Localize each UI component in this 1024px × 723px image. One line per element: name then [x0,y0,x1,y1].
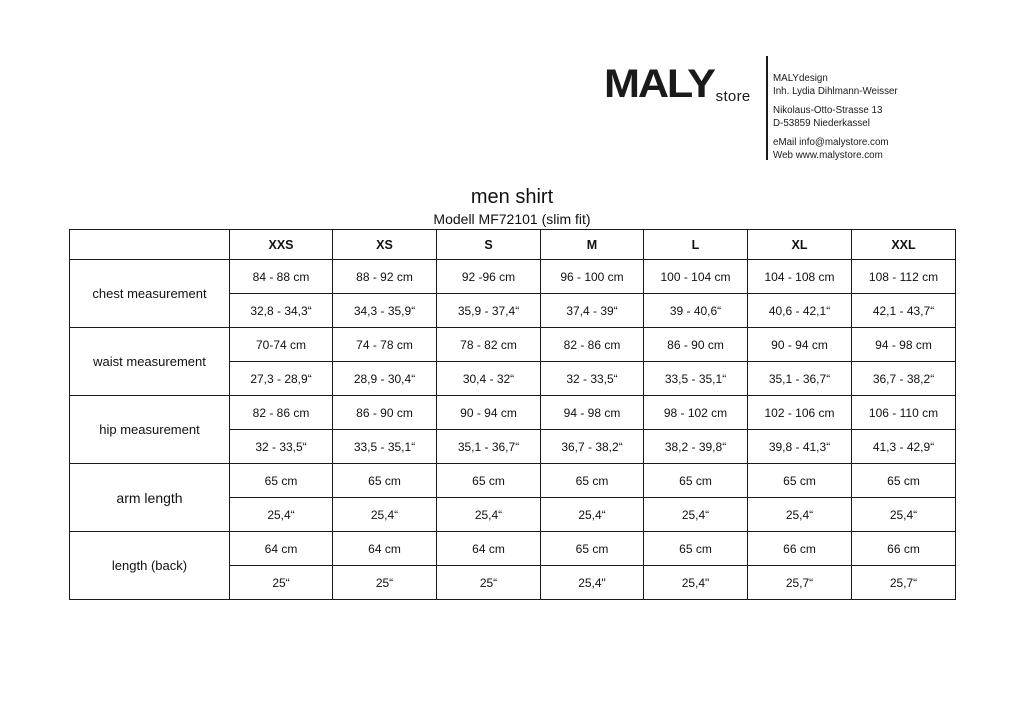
inch-cell: 25,4“ [644,498,748,532]
table-row [70,396,956,430]
malystore-logo [604,62,751,106]
cm-cell: 102 - 106 cm [748,396,852,430]
cm-cell: 65 cm [230,464,333,498]
inch-cell: 25“ [230,566,333,600]
inch-cell: 37,4 - 39“ [541,294,644,328]
cm-cell: 90 - 94 cm [437,396,541,430]
inch-cell: 41,3 - 42,9“ [852,430,956,464]
table-row [70,260,956,294]
cm-cell: 64 cm [333,532,437,566]
row-label: arm length [70,464,230,532]
logo-suffix-text: store [715,88,751,105]
inch-cell: 25,4“ [333,498,437,532]
company-owner: Inh. Lydia Dihlmann-Weisser [773,86,898,97]
inch-cell: 25,7“ [852,566,956,600]
inch-cell: 35,1 - 36,7“ [748,362,852,396]
inch-cell: 35,9 - 37,4“ [437,294,541,328]
inch-cell: 36,7 - 38,2“ [852,362,956,396]
cm-cell: 64 cm [230,532,333,566]
cm-cell: 84 - 88 cm [230,260,333,294]
inch-cell: 40,6 - 42,1“ [748,294,852,328]
inch-cell: 28,9 - 30,4“ [333,362,437,396]
cm-cell: 86 - 90 cm [644,328,748,362]
header-divider [766,56,768,160]
row-label: length (back) [70,532,230,600]
company-info [773,72,898,162]
cm-cell: 70-74 cm [230,328,333,362]
inch-cell: 32 - 33,5“ [541,362,644,396]
inch-cell: 25,4“ [748,498,852,532]
inch-cell: 25,4“ [541,498,644,532]
size-header: L [644,230,748,260]
cm-cell: 82 - 86 cm [541,328,644,362]
cm-cell: 74 - 78 cm [333,328,437,362]
cm-cell: 65 cm [644,464,748,498]
inch-cell: 33,5 - 35,1“ [333,430,437,464]
cm-cell: 82 - 86 cm [230,396,333,430]
table-row [70,328,956,362]
size-header: S [437,230,541,260]
cm-cell: 65 cm [644,532,748,566]
inch-cell: 25,4" [644,566,748,600]
inch-cell: 32,8 - 34,3“ [230,294,333,328]
row-label: hip measurement [70,396,230,464]
cm-cell: 96 - 100 cm [541,260,644,294]
cm-cell: 88 - 92 cm [333,260,437,294]
inch-cell: 25,4“ [437,498,541,532]
cm-cell: 86 - 90 cm [333,396,437,430]
company-web: Web www.malystore.com [773,150,883,161]
corner-cell [70,230,230,260]
row-label: chest measurement [70,260,230,328]
size-chart-table [69,229,956,600]
inch-cell: 34,3 - 35,9“ [333,294,437,328]
page-subtitle: Modell MF72101 (slim fit) [433,211,591,227]
inch-cell: 25“ [333,566,437,600]
inch-cell: 25,4“ [230,498,333,532]
row-label: waist measurement [70,328,230,396]
inch-cell: 35,1 - 36,7“ [437,430,541,464]
cm-cell: 66 cm [748,532,852,566]
table-row [70,532,956,566]
cm-cell: 65 cm [748,464,852,498]
logo-brand-text: MALY [604,62,714,106]
size-header: XS [333,230,437,260]
page-title: men shirt [470,186,554,208]
inch-cell: 27,3 - 28,9“ [230,362,333,396]
cm-cell: 94 - 98 cm [852,328,956,362]
company-email: eMail info@malystore.com [773,137,889,148]
cm-cell: 104 - 108 cm [748,260,852,294]
inch-cell: 30,4 - 32“ [437,362,541,396]
inch-cell: 38,2 - 39,8“ [644,430,748,464]
cm-cell: 108 - 112 cm [852,260,956,294]
inch-cell: 36,7 - 38,2“ [541,430,644,464]
inch-cell: 33,5 - 35,1“ [644,362,748,396]
cm-cell: 78 - 82 cm [437,328,541,362]
cm-cell: 64 cm [437,532,541,566]
cm-cell: 65 cm [852,464,956,498]
cm-cell: 65 cm [333,464,437,498]
inch-cell: 25,4“ [852,498,956,532]
cm-cell: 92 -96 cm [437,260,541,294]
company-street: Nikolaus-Otto-Strasse 13 [773,105,883,116]
cm-cell: 65 cm [541,532,644,566]
cm-cell: 65 cm [437,464,541,498]
cm-cell: 66 cm [852,532,956,566]
cm-cell: 100 - 104 cm [644,260,748,294]
inch-cell: 25“ [437,566,541,600]
inch-cell: 42,1 - 43,7“ [852,294,956,328]
cm-cell: 106 - 110 cm [852,396,956,430]
inch-cell: 25,4" [541,566,644,600]
cm-cell: 65 cm [541,464,644,498]
size-header: XXL [852,230,956,260]
size-header: XXS [230,230,333,260]
table-row [70,464,956,498]
cm-cell: 98 - 102 cm [644,396,748,430]
inch-cell: 39,8 - 41,3“ [748,430,852,464]
cm-cell: 94 - 98 cm [541,396,644,430]
inch-cell: 25,7“ [748,566,852,600]
size-header: XL [748,230,852,260]
company-city: D-53859 Niederkassel [773,118,870,129]
inch-cell: 32 - 33,5“ [230,430,333,464]
inch-cell: 39 - 40,6“ [644,294,748,328]
company-name: MALYdesign [773,73,828,84]
size-header: M [541,230,644,260]
size-header-row [70,230,956,260]
cm-cell: 90 - 94 cm [748,328,852,362]
